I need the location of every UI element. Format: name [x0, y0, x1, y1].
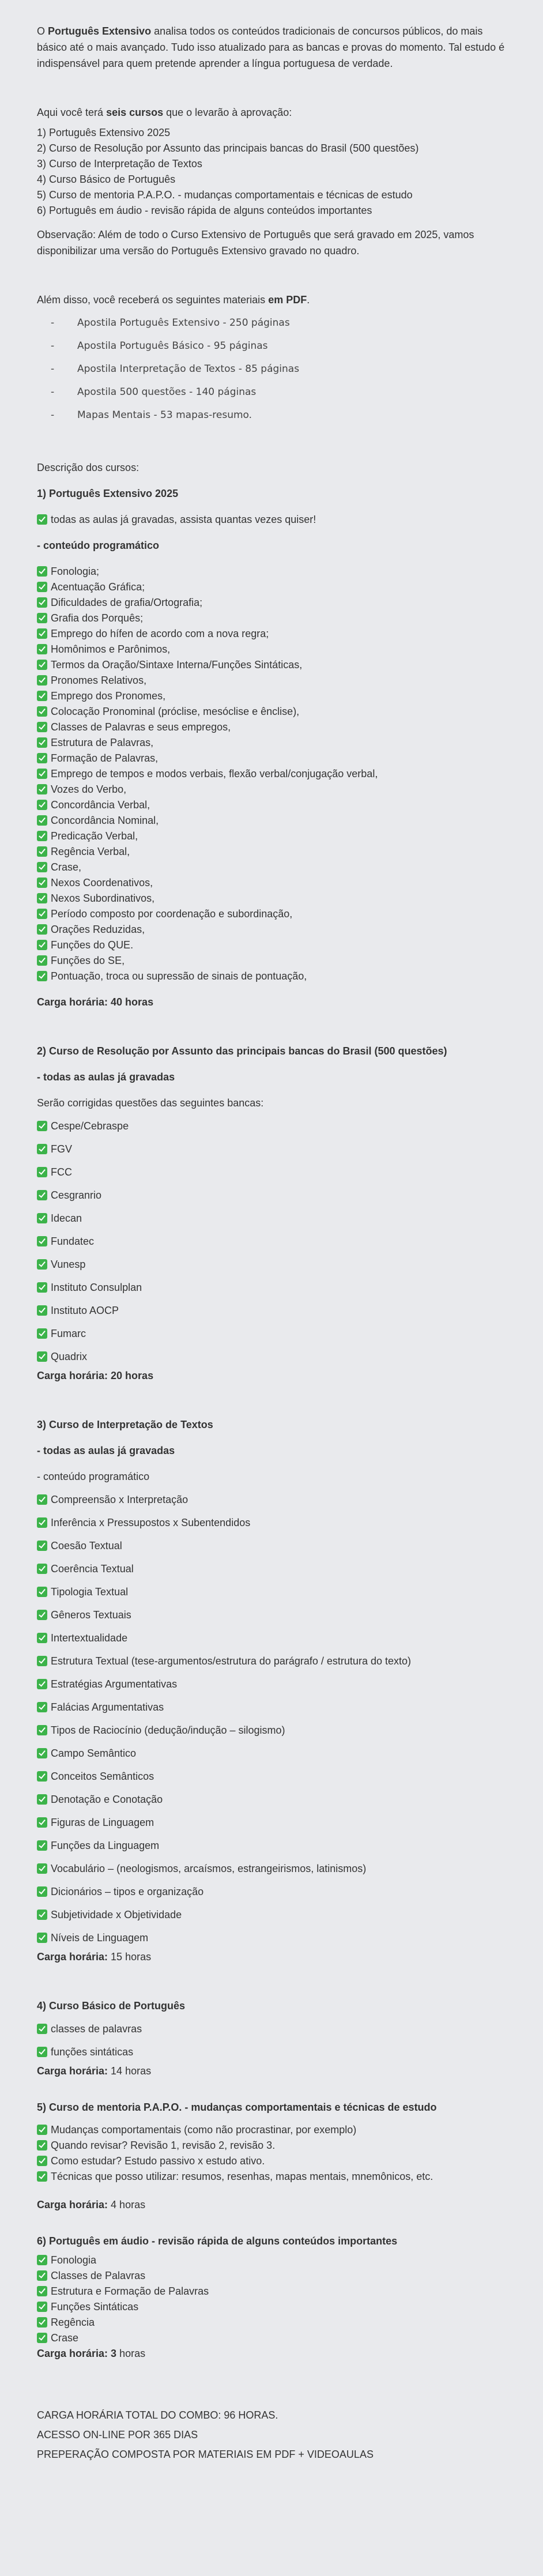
check-mark-icon [37, 878, 47, 888]
list-item: - Apostila Interpretação de Textos - 85 páginas [51, 363, 300, 375]
list-item-label: Emprego dos Pronomes, [51, 690, 166, 702]
check-mark-icon [37, 955, 47, 966]
list-item [37, 1253, 506, 1276]
check-mark-icon [37, 2047, 47, 2057]
check-mark-icon [37, 1840, 47, 1851]
course-6-load: Carga horária: 3 horas [37, 2348, 146, 2359]
check-mark-icon [37, 1564, 47, 1574]
course-2-note: Serão corrigidas questões das seguintes bancas: [37, 1097, 264, 1109]
check-mark-icon [37, 1910, 47, 1920]
list-item-label: Homônimos e Parônimos, [51, 643, 171, 655]
total-load: CARGA HORÁRIA TOTAL DO COMBO: 96 HORAS. [37, 2409, 278, 2421]
list-item-label: Denotação e Conotação [51, 1794, 163, 1805]
list-item [37, 891, 506, 906]
check-mark-icon [37, 1794, 47, 1805]
list-item-label: Tipos de Raciocínio (dedução/indução – silogismo) [51, 1724, 285, 1736]
list-item: 6) Português em áudio - revisão rápida de alguns conteúdos importantes [37, 205, 372, 216]
list-item [37, 579, 506, 595]
list-item-label: Subjetividade x Objetividade [51, 1909, 182, 1920]
course-3-list [37, 1488, 506, 1949]
list-item-label: Fumarc [51, 1328, 86, 1339]
list-item [37, 2153, 506, 2169]
list-item [37, 1534, 506, 1557]
list-item [37, 2138, 506, 2153]
list-item [37, 2017, 506, 2040]
list-item [37, 751, 506, 766]
course-1-title: 1) Português Extensivo 2025 [37, 488, 179, 499]
list-item-label: Classes de Palavras e seus empregos, [51, 721, 231, 733]
list-item [37, 564, 506, 579]
course-3-title: 3) Curso de Interpretação de Textos [37, 1419, 213, 1430]
list-item [37, 844, 506, 860]
list-item [37, 2169, 506, 2185]
list-item [37, 813, 506, 828]
list-item [37, 1903, 506, 1926]
list-item-label: Instituto Consulplan [51, 1282, 142, 1293]
check-mark-icon [37, 514, 47, 525]
access-period: ACESSO ON-LINE POR 365 DIAS [37, 2429, 198, 2441]
check-mark-icon [37, 2302, 47, 2312]
list-item: 3) Curso de Interpretação de Textos [37, 158, 202, 170]
list-item-label: Como estudar? Estudo passivo x estudo ativo. [51, 2155, 265, 2167]
course-4-title: 4) Curso Básico de Português [37, 2000, 186, 2012]
check-mark-icon [37, 2156, 47, 2166]
list-item [37, 766, 506, 782]
list-item [37, 1811, 506, 1834]
list-item-label: Idecan [51, 1212, 82, 1224]
list-item-label: Instituto AOCP [51, 1305, 119, 1316]
check-mark-icon [37, 644, 47, 654]
course-6-title: 6) Português em áudio - revisão rápida de alguns conteúdos importantes [37, 2235, 398, 2247]
list-item-label: Acentuação Gráfica; [51, 581, 145, 593]
list-item [37, 1184, 506, 1207]
list-item [37, 1276, 506, 1299]
list-item [37, 906, 506, 922]
check-mark-icon [37, 1351, 47, 1362]
list-item [37, 782, 506, 797]
list-item [37, 2330, 506, 2346]
list-item-label: Colocação Pronominal (próclise, mesóclise e ênclise), [51, 706, 300, 717]
course-5-title: 5) Curso de mentoria P.A.P.O. - mudanças comportamentais e técnicas de estudo [37, 2102, 437, 2113]
list-item [37, 922, 506, 937]
check-mark-icon [37, 628, 47, 639]
course-1-load: Carga horária: 40 horas [37, 996, 154, 1008]
list-item: - Apostila Português Básico - 95 páginas [51, 340, 268, 352]
check-mark-icon [37, 2125, 47, 2135]
list-item-label: Tipologia Textual [51, 1586, 129, 1598]
list-item-label: Classes de Palavras [51, 2270, 146, 2281]
list-item [37, 1880, 506, 1903]
list-item-label: Intertextualidade [51, 1632, 128, 1644]
list-item-label: FGV [51, 1143, 73, 1155]
check-mark-icon [37, 1541, 47, 1551]
list-item-label: Regência [51, 2317, 95, 2328]
check-mark-icon [37, 1933, 47, 1943]
list-item [37, 2122, 506, 2138]
check-mark-icon [37, 971, 47, 981]
check-mark-icon [37, 753, 47, 763]
check-mark-icon [37, 1771, 47, 1782]
check-mark-icon [37, 1725, 47, 1735]
list-item [37, 860, 506, 875]
list-item-label: Falácias Argumentativas [51, 1701, 164, 1713]
check-mark-icon [37, 1656, 47, 1666]
list-item [37, 595, 506, 611]
list-item-label: Funções Sintáticas [51, 2301, 139, 2313]
list-item-label: Crase, [51, 861, 82, 873]
list-item-label: Estrutura Textual (tese-argumentos/estrutura do parágrafo / estrutura do texto) [51, 1655, 411, 1667]
list-item: - Apostila 500 questões - 140 páginas [51, 386, 257, 398]
list-item: - Apostila Português Extensivo - 250 páginas [51, 317, 290, 329]
list-item [37, 1626, 506, 1649]
course-3-subtitle: - todas as aulas já gravadas [37, 1445, 175, 1456]
list-item-label: Regência Verbal, [51, 846, 130, 857]
check-mark-icon [37, 2140, 47, 2151]
list-item-label: Compreensão x Interpretação [51, 1494, 188, 1505]
list-item: 1) Português Extensivo 2025 [37, 127, 171, 138]
list-item: 4) Curso Básico de Português [37, 174, 176, 185]
check-mark-icon [37, 769, 47, 779]
list-item [37, 2315, 506, 2330]
list-item [37, 1299, 506, 1322]
list-item [37, 1834, 506, 1857]
check-mark-icon [37, 1167, 47, 1177]
list-item-label: Emprego do hífen de acordo com a nova regra; [51, 628, 269, 639]
list-item-label: Cesgranrio [51, 1189, 102, 1201]
check-mark-icon [37, 862, 47, 872]
list-item: - Mapas Mentais - 53 mapas-resumo. [51, 409, 252, 421]
check-mark-icon [37, 582, 47, 592]
pdf-list [37, 311, 506, 427]
course-3-load: Carga horária: 15 horas [37, 1951, 152, 1963]
list-item-label: Concordância Nominal, [51, 815, 159, 826]
list-item [37, 611, 506, 626]
list-item-label: Estrutura e Formação de Palavras [51, 2285, 209, 2297]
check-mark-icon [37, 909, 47, 919]
list-item-label: Termos da Oração/Sintaxe Interna/Funções Sintáticas, [51, 659, 303, 671]
course-1-list [37, 564, 506, 984]
check-mark-icon [37, 940, 47, 950]
check-mark-icon [37, 675, 47, 686]
list-item [37, 1345, 506, 1368]
list-item-label: Fonologia; [51, 566, 100, 577]
check-mark-icon [37, 1282, 47, 1293]
check-mark-icon [37, 566, 47, 577]
check-mark-icon [37, 1748, 47, 1758]
check-mark-icon [37, 784, 47, 794]
check-mark-icon [37, 1190, 47, 1200]
check-mark-icon [37, 1213, 47, 1223]
list-item-label: Níveis de Linguagem [51, 1932, 149, 1944]
check-mark-icon [37, 924, 47, 935]
check-mark-icon [37, 2333, 47, 2343]
list-item [37, 1788, 506, 1811]
list-item-label: Funções do QUE. [51, 939, 134, 951]
course-2-subtitle: - todas as aulas já gravadas [37, 1071, 175, 1083]
list-item [37, 1580, 506, 1603]
check-mark-icon [37, 737, 47, 748]
list-item-label: Estrutura de Palavras, [51, 737, 154, 748]
check-mark-icon [37, 1886, 47, 1897]
list-item [37, 1742, 506, 1765]
list-item-label: Vunesp [51, 1259, 86, 1270]
list-item-label: Quando revisar? Revisão 1, revisão 2, revisão 3. [51, 2140, 276, 2151]
list-item-label: Crase [51, 2332, 79, 2344]
materials-note: PREPERAÇÃO COMPOSTA POR MATERIAIS EM PDF + VIDEOAULAS [37, 2449, 374, 2460]
check-mark-icon [37, 1610, 47, 1620]
check-mark-icon [37, 1494, 47, 1505]
list-item [37, 673, 506, 688]
list-item [37, 1696, 506, 1719]
course-3-note: - conteúdo programático [37, 1471, 150, 1482]
list-item [37, 1114, 506, 1138]
list-item-label: Figuras de Linguagem [51, 1817, 154, 1828]
check-mark-icon [37, 2286, 47, 2296]
list-item [37, 1719, 506, 1742]
list-item [37, 657, 506, 673]
course-1-subtitle: - conteúdo programático [37, 540, 160, 551]
list-item-label: Orações Reduzidas, [51, 924, 145, 935]
list-item [37, 720, 506, 735]
list-item [37, 626, 506, 642]
check-mark-icon [37, 1633, 47, 1643]
list-item-label: classes de palavras [51, 2023, 142, 2035]
check-mark-icon [37, 597, 47, 608]
course-4-list [37, 2017, 506, 2063]
course-2-list [37, 1114, 506, 1368]
courses-list [37, 125, 506, 219]
courses-intro: Aqui você terá seis cursos que o levarão à aprovação: [37, 107, 292, 118]
list-item-label: Formação de Palavras, [51, 752, 159, 764]
check-mark-icon [37, 1863, 47, 1874]
list-item [37, 937, 506, 953]
course-6-list [37, 2253, 506, 2346]
list-item: 5) Curso de mentoria P.A.P.O. - mudanças comportamentais e técnicas de estudo [37, 189, 413, 201]
footer-summary [37, 2405, 506, 2464]
list-item-label: Mudanças comportamentais (como não procrastinar, por exemplo) [51, 2124, 357, 2136]
list-item [37, 1926, 506, 1949]
check-mark-icon [37, 613, 47, 623]
list-item-label: Cespe/Cebraspe [51, 1120, 129, 1132]
check-mark-icon [37, 2171, 47, 2182]
list-item [37, 1857, 506, 1880]
list-item-label: Quadrix [51, 1351, 88, 1362]
list-item-label: Nexos Coordenativos, [51, 877, 153, 888]
list-item-label: Campo Semântico [51, 1748, 137, 1759]
check-mark-icon [37, 846, 47, 857]
check-mark-icon [37, 2024, 47, 2034]
list-item [37, 1207, 506, 1230]
list-item [37, 1161, 506, 1184]
course-2-load: Carga horária: 20 horas [37, 1370, 154, 1381]
list-item [37, 688, 506, 704]
check-mark-icon [37, 1328, 47, 1339]
check-mark-icon [37, 722, 47, 732]
list-item-label: Emprego de tempos e modos verbais, flexão verbal/conjugação verbal, [51, 768, 378, 779]
check-mark-icon [37, 660, 47, 670]
list-item-label: Inferência x Pressupostos x Subentendidos [51, 1517, 251, 1528]
check-mark-icon [37, 2270, 47, 2281]
course-4-load: Carga horária: 14 horas [37, 2065, 152, 2077]
check-mark-icon [37, 2255, 47, 2265]
list-item [37, 1488, 506, 1511]
list-item-label: Técnicas que posso utilizar: resumos, resenhas, mapas mentais, mnemônicos, etc. [51, 2171, 433, 2182]
list-item [37, 1138, 506, 1161]
list-item [37, 2284, 506, 2299]
list-item [37, 1765, 506, 1788]
list-item-label: Dificuldades de grafia/Ortografia; [51, 597, 203, 608]
list-item [37, 1557, 506, 1580]
list-item-label: Vocabulário – (neologismos, arcaísmos, estrangeirismos, latinismos) [51, 1863, 367, 1874]
check-mark-icon [37, 831, 47, 841]
observation: Observação: Além de todo o Curso Extensivo de Português que será gravado em 2025, vamos disponibilizar uma versão do Português Extensivo gravado no quadro. [37, 229, 474, 257]
list-item [37, 2299, 506, 2315]
check-mark-icon [37, 1679, 47, 1689]
list-item [37, 2253, 506, 2268]
list-item-label: Fundatec [51, 1236, 95, 1247]
check-mark-icon [37, 1517, 47, 1528]
list-item [37, 797, 506, 813]
course-2-title: 2) Curso de Resolução por Assunto das principais bancas do Brasil (500 questões) [37, 1045, 447, 1057]
list-item [37, 2268, 506, 2284]
check-mark-icon [37, 1702, 47, 1712]
list-item-label: FCC [51, 1166, 72, 1178]
check-mark-icon [37, 815, 47, 826]
check-mark-icon [37, 893, 47, 903]
list-item-label: Funções do SE, [51, 955, 125, 966]
check-mark-icon [37, 1121, 47, 1131]
list-item-label: Concordância Verbal, [51, 799, 150, 811]
list-item [37, 642, 506, 657]
list-item [37, 969, 506, 984]
list-item [37, 828, 506, 844]
list-item-label: Fonologia [51, 2254, 97, 2266]
check-mark-icon [37, 691, 47, 701]
list-item [37, 1649, 506, 1673]
list-item-label: Pronomes Relativos, [51, 675, 147, 686]
list-item-label: Pontuação, troca ou supressão de sinais de pontuação, [51, 970, 307, 982]
list-item [37, 1511, 506, 1534]
pdf-intro: Além disso, você receberá os seguintes materiais em PDF. [37, 294, 310, 306]
check-mark-icon [37, 706, 47, 717]
list-item [37, 1673, 506, 1696]
course-5-list [37, 2122, 506, 2185]
intro-paragraph: O Português Extensivo analisa todos os conteúdos tradicionais de concursos públicos, do mais básico até o mais avançado. Tudo isso atualizado para as bancas e provas do momento. Tal estudo é indispensável para quem pretende aprender a língua portuguesa de verdade. [37, 25, 505, 69]
list-item-label: Conceitos Semânticos [51, 1771, 154, 1782]
list-item-label: Coerência Textual [51, 1563, 134, 1575]
check-mark-icon [37, 1259, 47, 1270]
list-item-label: Grafia dos Porquês; [51, 612, 144, 624]
description-title: Descrição dos cursos: [37, 462, 139, 473]
check-mark-icon [37, 2317, 47, 2328]
check-mark-icon [37, 1587, 47, 1597]
list-item-label: Nexos Subordinativos, [51, 892, 155, 904]
list-item: 2) Curso de Resolução por Assunto das principais bancas do Brasil (500 questões) [37, 142, 419, 154]
list-item [37, 2040, 506, 2063]
check-mark-icon [37, 1817, 47, 1828]
list-item [37, 704, 506, 720]
list-item-label: Coesão Textual [51, 1540, 122, 1551]
list-item-label: Vozes do Verbo, [51, 784, 127, 795]
course-5-load: Carga horária: 4 horas [37, 2199, 146, 2210]
list-item-label: Estratégias Argumentativas [51, 1678, 178, 1690]
list-item-label: Funções da Linguagem [51, 1840, 160, 1851]
check-mark-icon [37, 1144, 47, 1154]
list-item [37, 953, 506, 969]
list-item-label: Gêneros Textuais [51, 1609, 131, 1621]
list-item-label: Período composto por coordenação e subordinação, [51, 908, 293, 920]
list-item-label: Predicação Verbal, [51, 830, 138, 842]
list-item-label: funções sintáticas [51, 2046, 134, 2058]
check-mark-icon [37, 1305, 47, 1316]
list-item [37, 1322, 506, 1345]
list-item [37, 1603, 506, 1626]
check-mark-icon [37, 800, 47, 810]
list-item [37, 875, 506, 891]
check-mark-icon [37, 1236, 47, 1246]
list-item [37, 735, 506, 751]
list-item-label: Dicionários – tipos e organização [51, 1886, 204, 1897]
course-1-note: todas as aulas já gravadas, assista quantas vezes quiser! [37, 512, 506, 528]
list-item [37, 1230, 506, 1253]
